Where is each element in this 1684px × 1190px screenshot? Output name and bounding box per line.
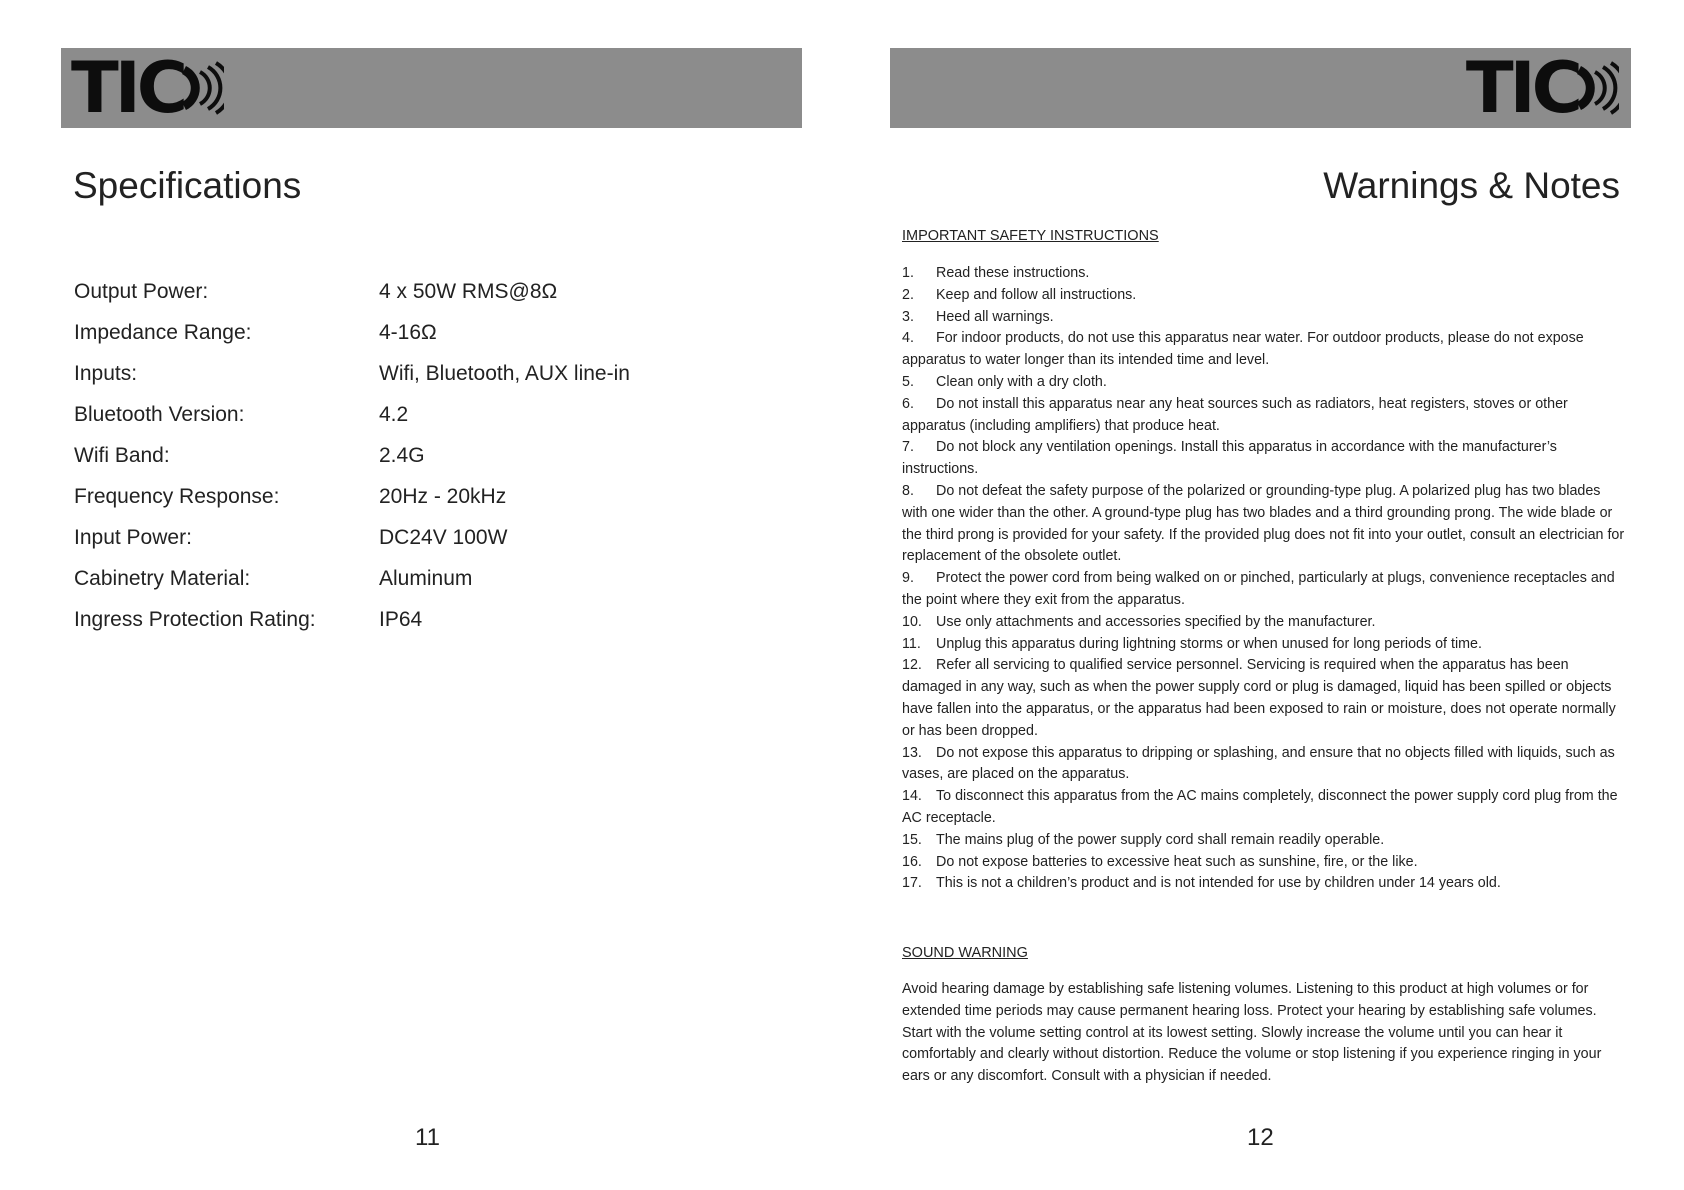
page-title: Warnings & Notes bbox=[1323, 165, 1620, 206]
item-text: Keep and follow all instructions. bbox=[936, 286, 1137, 303]
item-number: 6. bbox=[902, 395, 914, 412]
item-text: Read these instructions. bbox=[936, 265, 1090, 281]
list-item bbox=[902, 634, 1626, 656]
list-item bbox=[902, 852, 1626, 874]
spec-label: Impedance Range: bbox=[74, 320, 252, 344]
spec-value: 4-16Ω bbox=[379, 320, 437, 344]
item-text: Do not defeat the safety purpose of the polarized or grounding-type plug. A polarized plug has two blades with one wider than the other. A ground-type plug has two blades and a third grounding prong. The wide blade or the third prong is provided for your safety. If the provided plug does not fit into your outlet, consult an electrician for replacement of the obsolete outlet. bbox=[902, 482, 1625, 565]
list-item bbox=[902, 263, 1626, 285]
right-page bbox=[842, 0, 1684, 1190]
spec-row bbox=[74, 517, 774, 558]
item-number: 12. bbox=[902, 657, 922, 674]
spec-label: Ingress Protection Rating: bbox=[74, 607, 316, 631]
spec-row bbox=[74, 353, 774, 394]
list-item bbox=[902, 328, 1626, 372]
spec-label: Bluetooth Version: bbox=[74, 402, 245, 426]
list-item bbox=[902, 481, 1626, 568]
sound-warning-heading: SOUND WARNING bbox=[902, 945, 1028, 961]
item-number: 4. bbox=[902, 330, 914, 347]
safety-instructions-list bbox=[902, 263, 1626, 895]
item-text: Unplug this apparatus during lightning storms or when unused for long periods of time. bbox=[936, 635, 1482, 652]
list-item bbox=[902, 612, 1626, 634]
list-item bbox=[902, 307, 1626, 329]
item-number: 2. bbox=[902, 286, 914, 303]
item-text: To disconnect this apparatus from the AC mains completely, disconnect the power supply cord plug from the AC receptacle. bbox=[902, 788, 1618, 826]
item-number: 5. bbox=[902, 373, 914, 390]
spec-row bbox=[74, 271, 774, 312]
item-text: Clean only with a dry cloth. bbox=[936, 373, 1107, 390]
speaker-sound-waves-icon bbox=[1575, 58, 1619, 118]
item-text: Do not install this apparatus near any heat sources such as radiators, heat registers, stoves or other apparatus (including amplifiers) that produce heat. bbox=[902, 395, 1568, 434]
spec-label: Output Power: bbox=[74, 279, 209, 303]
spec-value: Aluminum bbox=[379, 566, 473, 590]
spec-row bbox=[74, 312, 774, 353]
list-item bbox=[902, 568, 1626, 612]
item-number: 11. bbox=[902, 635, 921, 652]
spec-row bbox=[74, 558, 774, 599]
safety-instructions-heading: IMPORTANT SAFETY INSTRUCTIONS bbox=[902, 228, 1159, 244]
item-number: 9. bbox=[902, 570, 914, 587]
list-item bbox=[902, 873, 1626, 895]
spec-value: DC24V 100W bbox=[379, 525, 508, 549]
item-text: Protect the power cord from being walked on or pinched, particularly at plugs, convenience receptacles and the point where they exit from the apparatus. bbox=[902, 570, 1615, 608]
item-number: 1. bbox=[902, 265, 914, 281]
item-number: 15. bbox=[902, 831, 922, 848]
brand-logo bbox=[71, 47, 224, 129]
item-text: Do not block any ventilation openings. Install this apparatus in accordance with the manufacturer’s instructions. bbox=[902, 439, 1557, 478]
item-number: 17. bbox=[902, 875, 922, 892]
item-number: 14. bbox=[902, 788, 922, 805]
list-item bbox=[902, 394, 1626, 438]
list-item bbox=[902, 285, 1626, 307]
spec-label: Frequency Response: bbox=[74, 484, 280, 508]
list-item bbox=[902, 786, 1626, 830]
list-item bbox=[902, 743, 1626, 787]
item-number: 13. bbox=[902, 744, 922, 761]
header-banner bbox=[890, 48, 1631, 128]
brand-logo bbox=[1465, 47, 1619, 129]
item-number: 16. bbox=[902, 853, 922, 870]
spec-value: IP64 bbox=[379, 607, 423, 631]
page-number: 12 bbox=[1247, 1124, 1274, 1151]
list-item bbox=[902, 437, 1626, 481]
specifications-table bbox=[74, 271, 774, 640]
item-text: Refer all servicing to qualified service personnel. Servicing is required when the apparatus has been damaged in any way, such as when the power supply cord or plug is damaged, liquid has been spilled or objects have fallen into the apparatus, or the apparatus had been exposed to rain or moisture, does not operate normally or has been dropped. bbox=[902, 657, 1616, 739]
item-number: 10. bbox=[902, 613, 922, 630]
item-text: This is not a children’s product and is not intended for use by children under 14 years old. bbox=[936, 875, 1501, 892]
list-item bbox=[902, 655, 1626, 742]
spec-value: 20Hz - 20kHz bbox=[379, 484, 507, 508]
item-number: 3. bbox=[902, 308, 914, 325]
spec-row bbox=[74, 599, 774, 640]
spec-value: Wifi, Bluetooth, AUX line-in bbox=[379, 361, 630, 385]
spec-row bbox=[74, 476, 774, 517]
item-text: Use only attachments and accessories specified by the manufacturer. bbox=[936, 613, 1376, 630]
list-item bbox=[902, 372, 1626, 394]
logo-text: TIC bbox=[1465, 47, 1579, 129]
sound-warning-text: Avoid hearing damage by establishing safe listening volumes. Listening to this product at high volumes or for extended time periods may cause permanent hearing loss. Protect your hearing by establishing safe volumes. Start with the volume setting control at its lowest setting. Slowly increase the volume until you can hear it comfortably and clearly without distortion. Reduce the volume or stop listening if you experience ringing in your ears or any discomfort. Consult with a physician if needed. bbox=[902, 981, 1602, 1085]
item-text: Do not expose batteries to excessive heat such as sunshine, fire, or the like. bbox=[936, 853, 1418, 870]
page-number: 11 bbox=[415, 1124, 440, 1151]
item-text: For indoor products, do not use this apparatus near water. For outdoor products, please do not expose apparatus to water longer than its intended time and level. bbox=[902, 330, 1584, 369]
spec-label: Wifi Band: bbox=[74, 443, 170, 467]
spec-label: Inputs: bbox=[74, 361, 138, 385]
spec-row bbox=[74, 394, 774, 435]
speaker-sound-waves-icon bbox=[180, 58, 224, 118]
spec-value: 4.2 bbox=[379, 402, 409, 426]
spec-row bbox=[74, 435, 774, 476]
spec-value: 2.4G bbox=[379, 443, 425, 467]
spec-label: Input Power: bbox=[74, 525, 192, 549]
item-text: Do not expose this apparatus to dripping or splashing, and ensure that no objects filled with liquids, such as vases, are placed on the apparatus. bbox=[902, 744, 1615, 783]
item-text: The mains plug of the power supply cord shall remain readily operable. bbox=[936, 831, 1385, 848]
logo-text: TIC bbox=[71, 47, 185, 129]
header-banner bbox=[61, 48, 802, 128]
spec-label: Cabinetry Material: bbox=[74, 566, 251, 590]
item-number: 7. bbox=[902, 439, 914, 456]
item-text: Heed all warnings. bbox=[936, 308, 1054, 325]
page-title: Specifications bbox=[73, 165, 302, 206]
spec-value: 4 x 50W RMS@8Ω bbox=[379, 279, 558, 303]
item-number: 8. bbox=[902, 482, 914, 499]
list-item bbox=[902, 830, 1626, 852]
